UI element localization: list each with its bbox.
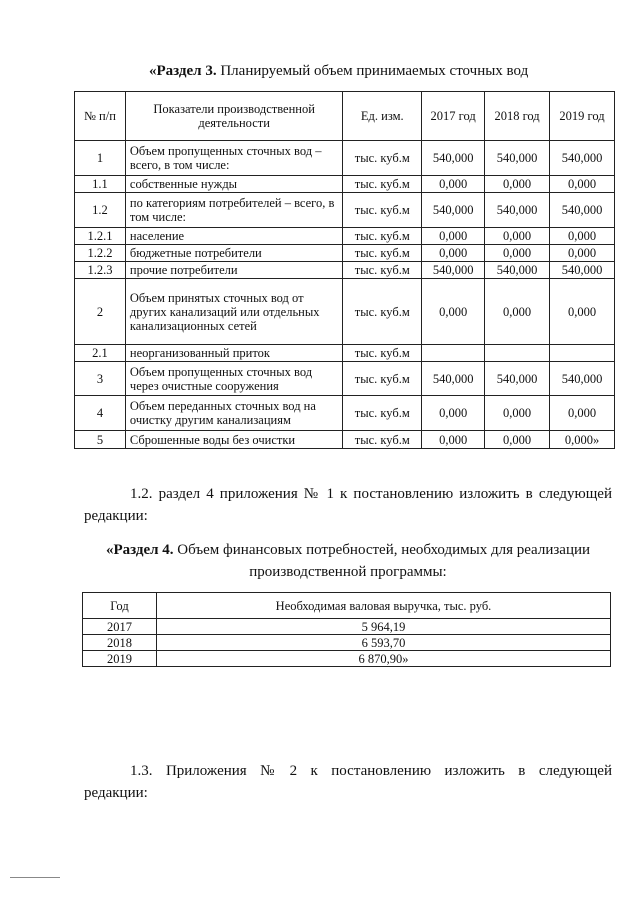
column-header: Показатели производственной деятельности (125, 92, 342, 141)
table-cell: 0,000 (485, 245, 550, 262)
column-header: № п/п (75, 92, 126, 141)
table-cell: 540,000 (485, 262, 550, 279)
table-row (75, 176, 615, 193)
table-cell: тыс. куб.м (343, 228, 422, 245)
table-cell: 6 870,90» (157, 651, 611, 667)
table-cell: 540,000 (550, 362, 615, 396)
column-header: Ед. изм. (343, 92, 422, 141)
table-cell: Объем переданных сточных вод на очистку другим канализациям (125, 396, 342, 431)
table-cell: тыс. куб.м (343, 262, 422, 279)
table-cell: 1 (75, 141, 126, 176)
table-cell: 0,000 (422, 228, 485, 245)
table-cell: 4 (75, 396, 126, 431)
column-header: Необходимая валовая выручка, тыс. руб. (157, 593, 611, 619)
table-row (75, 228, 615, 245)
table-row (83, 635, 611, 651)
table-cell: 0,000 (485, 396, 550, 431)
table-cell: тыс. куб.м (343, 362, 422, 396)
table-cell: тыс. куб.м (343, 279, 422, 345)
paragraph-1-2: 1.2. раздел 4 приложения № 1 к постановлению изложить в следующей редакции: (84, 486, 612, 524)
table-cell: 0,000 (422, 245, 485, 262)
table-row (75, 193, 615, 228)
table-cell: по категориям потребителей – всего, в том числе: (125, 193, 342, 228)
table-cell: 0,000 (422, 279, 485, 345)
section3-title-bold: «Раздел 3. (149, 63, 217, 79)
table-cell: 0,000 (550, 279, 615, 345)
section4-title-rest: Объем финансовых потребностей, необходимых для реализации производственной программы: (173, 542, 591, 580)
table-cell: 0,000 (550, 396, 615, 431)
table-cell: 540,000 (485, 362, 550, 396)
table-cell: Объем пропущенных сточных вод через очистные сооружения (125, 362, 342, 396)
section4-title-bold: «Раздел 4. (105, 542, 174, 558)
section4-title (84, 539, 612, 583)
table-cell: 0,000 (422, 431, 485, 449)
table-cell: 1.2.3 (75, 262, 126, 279)
table-cell: прочие потребители (125, 262, 342, 279)
table-cell: собственные нужды (125, 176, 342, 193)
table-row (83, 651, 611, 667)
table-cell: 540,000 (422, 262, 485, 279)
table-cell: 2 (75, 279, 126, 345)
table-cell: неорганизованный приток (125, 345, 342, 362)
table-row (75, 279, 615, 345)
table-row (83, 619, 611, 635)
table-header-row (83, 593, 611, 619)
column-header: 2018 год (485, 92, 550, 141)
section3-title-rest: Планируемый объем принимаемых сточных вод (216, 63, 529, 79)
table-cell: 540,000 (422, 141, 485, 176)
table-cell: 2.1 (75, 345, 126, 362)
table-cell: тыс. куб.м (343, 245, 422, 262)
column-header: 2017 год (422, 92, 485, 141)
table-cell: 1.2 (75, 193, 126, 228)
table-cell: 1.2.2 (75, 245, 126, 262)
table-cell: тыс. куб.м (343, 193, 422, 228)
table-cell: 0,000 (485, 279, 550, 345)
wastewater-volume-table (74, 91, 615, 449)
table-cell: тыс. куб.м (343, 345, 422, 362)
table-cell: 540,000 (485, 193, 550, 228)
table-row (75, 431, 615, 449)
table-cell: 540,000 (422, 362, 485, 396)
table-cell: тыс. куб.м (343, 176, 422, 193)
table-cell: 0,000 (422, 176, 485, 193)
table-row (75, 345, 615, 362)
table-cell: 0,000 (485, 176, 550, 193)
table-cell: 540,000 (550, 141, 615, 176)
table-cell: Объем принятых сточных вод от других канализаций или отдельных канализационных сетей (125, 279, 342, 345)
table-cell: 6 593,70 (157, 635, 611, 651)
table-cell: 2018 (83, 635, 157, 651)
table-row (75, 396, 615, 431)
table-cell: 0,000 (485, 228, 550, 245)
table-cell: 2019 (83, 651, 157, 667)
table-header-row (75, 92, 615, 141)
footer-rule (10, 877, 60, 878)
table-cell: население (125, 228, 342, 245)
table-cell: Объем пропущенных сточных вод – всего, в том числе: (125, 141, 342, 176)
table-cell: 1.1 (75, 176, 126, 193)
financial-needs-table (82, 592, 611, 667)
table-cell: 0,000 (550, 228, 615, 245)
paragraph-1-3: 1.3. Приложения № 2 к постановлению изложить в следующей редакции: (84, 763, 612, 801)
table-row (75, 362, 615, 396)
column-header: 2019 год (550, 92, 615, 141)
table-cell: тыс. куб.м (343, 431, 422, 449)
table-cell: тыс. куб.м (343, 141, 422, 176)
table-cell: 540,000 (550, 193, 615, 228)
table-cell: 0,000 (550, 176, 615, 193)
table-cell: 1.2.1 (75, 228, 126, 245)
table-cell (485, 345, 550, 362)
table-cell: 540,000 (422, 193, 485, 228)
table-cell (550, 345, 615, 362)
table-cell: 3 (75, 362, 126, 396)
section3-title (149, 63, 528, 80)
table-cell: бюджетные потребители (125, 245, 342, 262)
table-cell: Сброшенные воды без очистки (125, 431, 342, 449)
table-row (75, 262, 615, 279)
table-cell: 0,000 (550, 245, 615, 262)
table-row (75, 141, 615, 176)
table-cell: тыс. куб.м (343, 396, 422, 431)
table-cell: 2017 (83, 619, 157, 635)
table-cell: 0,000 (485, 431, 550, 449)
table-cell: 0,000» (550, 431, 615, 449)
table-cell: 5 964,19 (157, 619, 611, 635)
table-cell (422, 345, 485, 362)
table-cell: 0,000 (422, 396, 485, 431)
table-cell: 540,000 (550, 262, 615, 279)
table-cell: 540,000 (485, 141, 550, 176)
table-cell: 5 (75, 431, 126, 449)
column-header: Год (83, 593, 157, 619)
table-row (75, 245, 615, 262)
